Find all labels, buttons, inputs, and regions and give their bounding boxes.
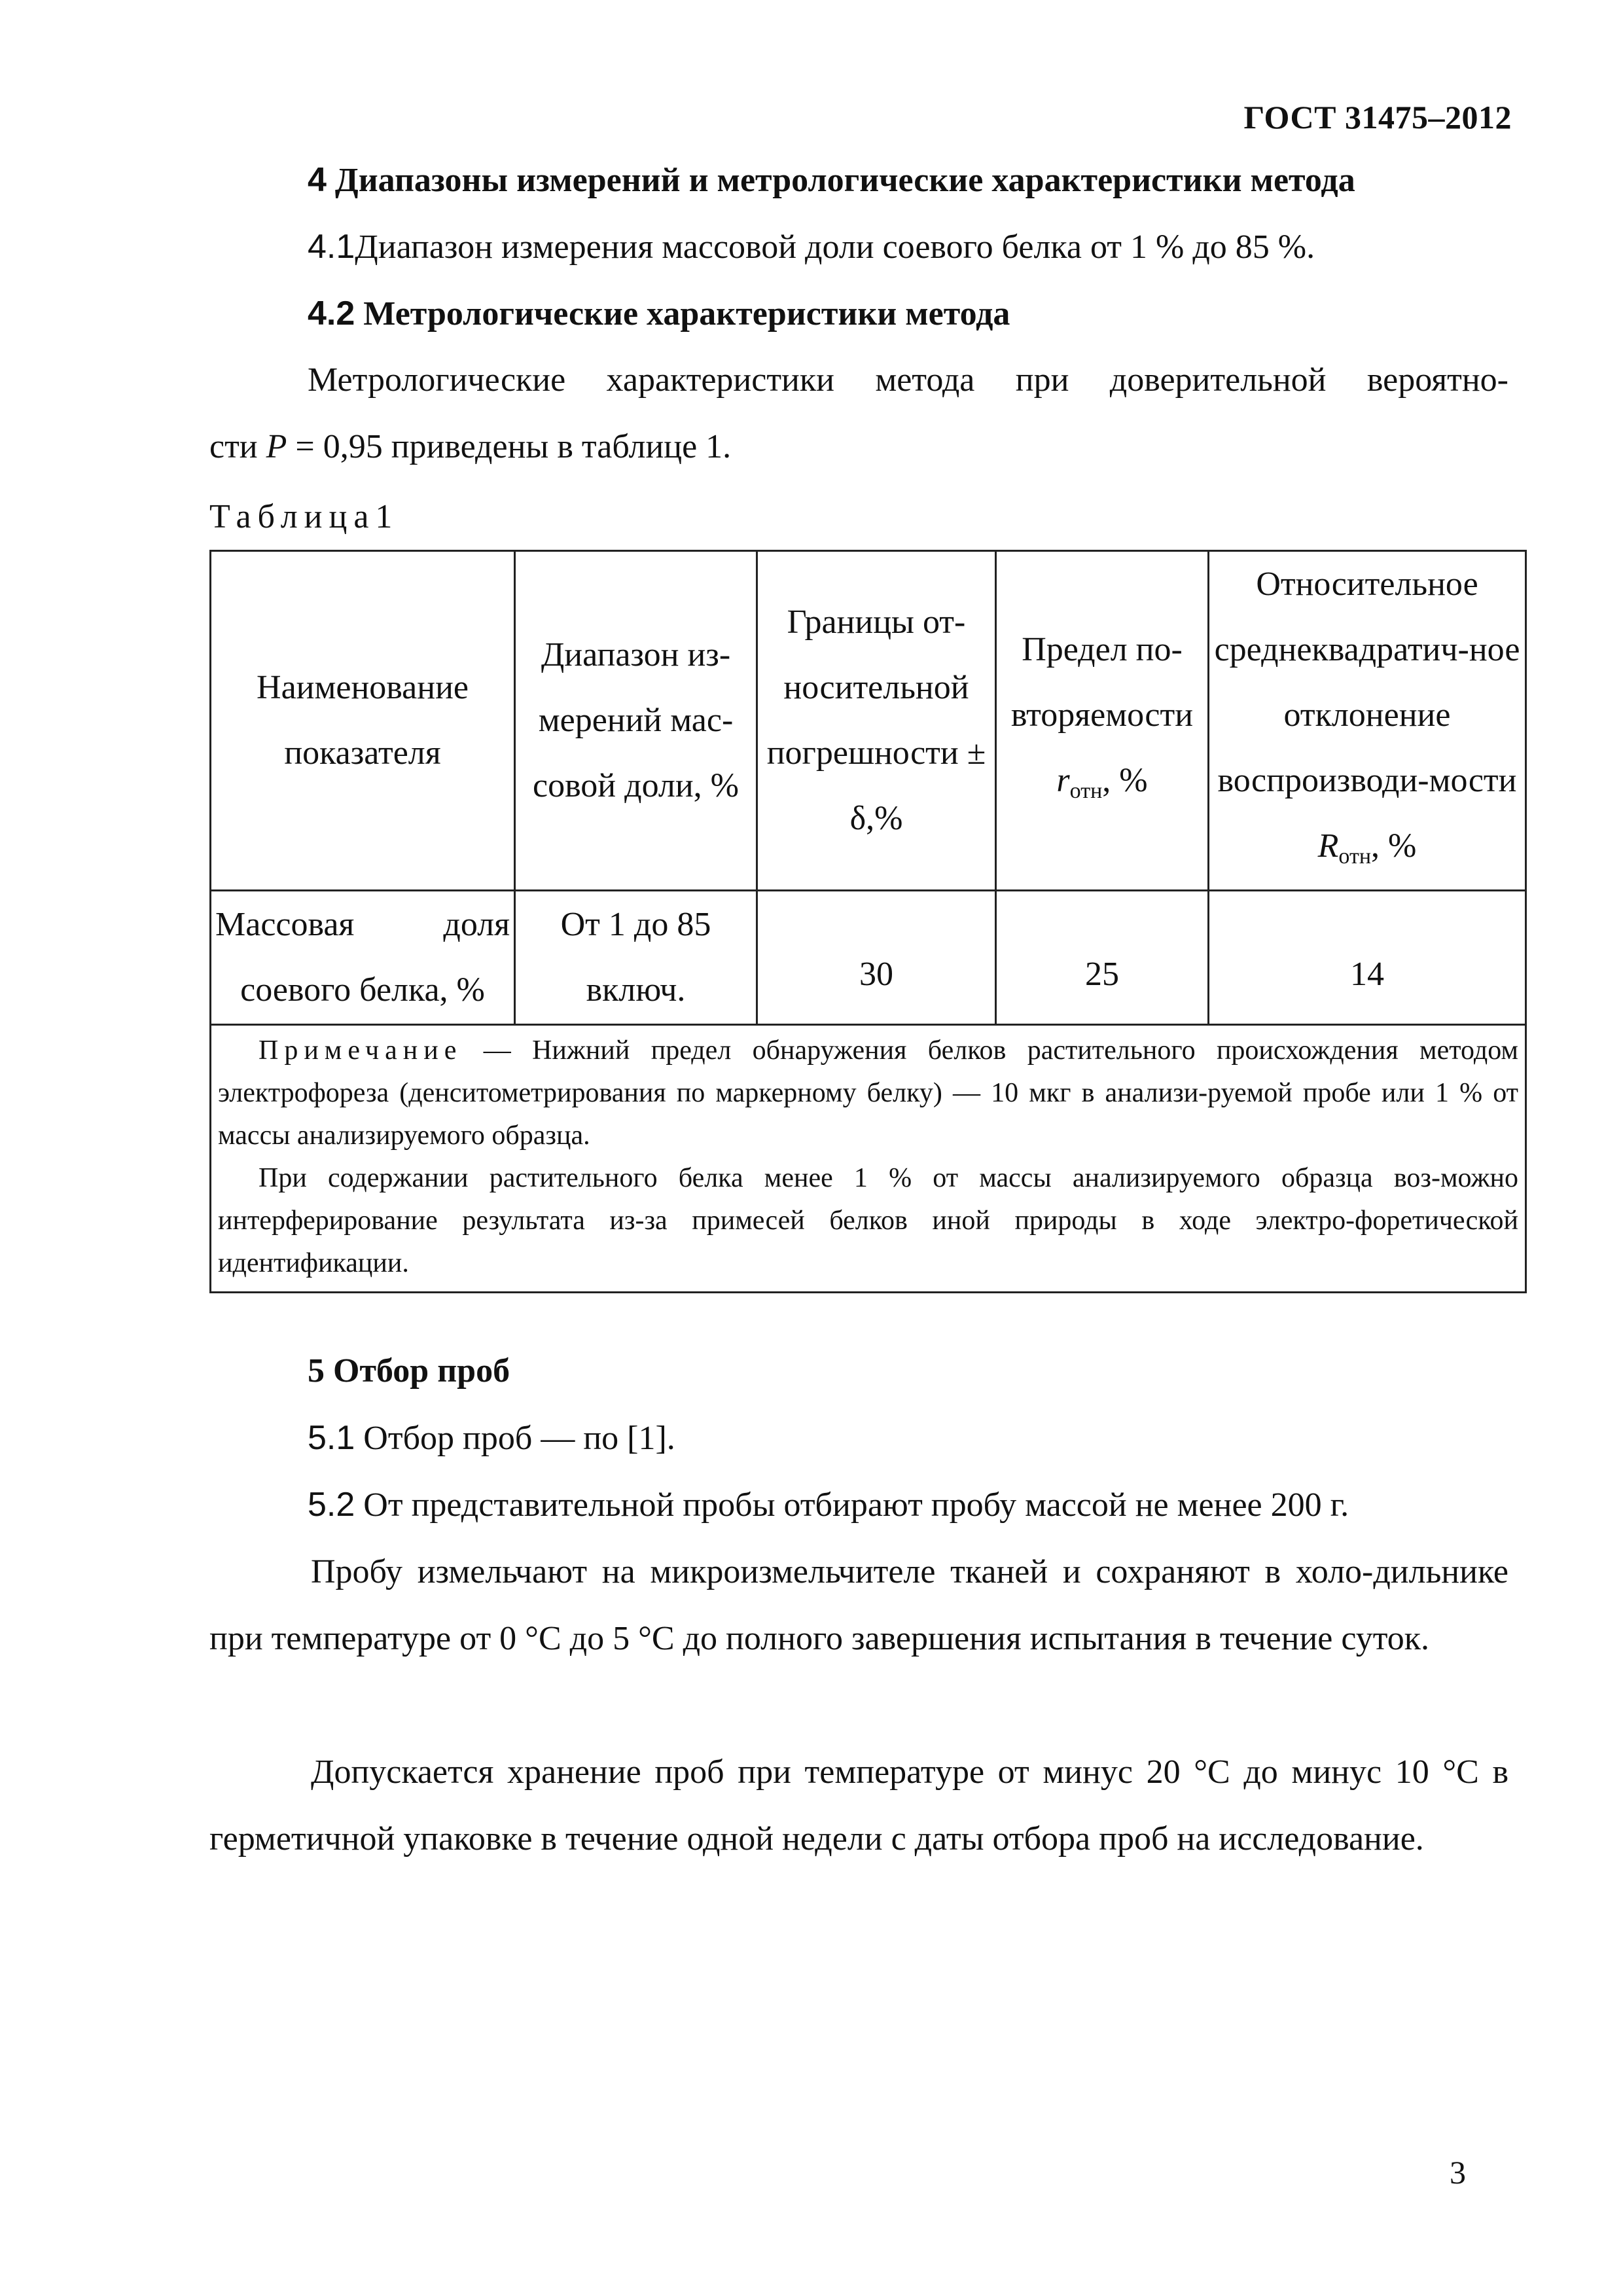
table-note-paragraph-1 (218, 1030, 1518, 1157)
metrology-table (209, 550, 1527, 1293)
header-repeatability-sub: отн (1069, 779, 1103, 803)
section-4-heading (308, 147, 1355, 213)
section-5-paragraph-1-text: Пробу измельчают на микроизмельчителе тканей и сохраняют в холо-дильнике при температуре от 0 °С до 5 °С до полного завершения испытания в течение суток. (209, 1553, 1508, 1657)
note-text-1: — Нижний предел обнаружения белков растительного происхождения методом электрофореза (денситометрирования по маркерному белку) — 10 мкг в анализи-руемой пробе или 1 % от массы анализируемого образца. (218, 1035, 1518, 1151)
clause-5-1-number: 5.1 (308, 1419, 355, 1457)
table-caption: Таблица1 (209, 498, 399, 535)
clause-4-2-body-line-1: Метрологические характеристики метода при доверительной вероятно- (308, 361, 1508, 399)
header-reproducibility (1209, 551, 1526, 891)
document-id: ГОСТ 31475–2012 (1243, 99, 1512, 135)
section-5-paragraph-1 (209, 1539, 1508, 1672)
clause-5-2-number: 5.2 (308, 1486, 355, 1524)
clause-5-1-text: Отбор проб — по [1]. (355, 1420, 675, 1457)
header-repeatability-unit: , % (1102, 762, 1148, 799)
clause-4-2-body-text-b: = 0,95 приведены в таблице 1. (287, 428, 732, 465)
clause-4-2-body-text-a: сти (209, 428, 266, 465)
row-name: Массовая доля соевого белка, % (211, 891, 515, 1025)
row-bounds: 30 (757, 891, 996, 1025)
header-range: Диапазон из-мерений мас-совой доли, % (515, 551, 757, 891)
header-bounds: Границы от-носительной погрешности ± δ,% (757, 551, 996, 891)
header-reproducibility-unit: , % (1371, 827, 1417, 865)
clause-4-2-body-line-2 (209, 414, 731, 480)
section-5-heading: 5 Отбор проб (308, 1352, 510, 1390)
section-5-paragraph-2-text: Допускается хранение проб при температуре от минус 20 °С до минус 10 °С в герметичной упаковке в течение одной недели с даты отбора проб на исследование. (209, 1753, 1508, 1857)
header-repeatability (996, 551, 1209, 891)
clause-5-2 (308, 1472, 1349, 1538)
row-range: От 1 до 85 включ. (515, 891, 757, 1025)
clause-4-1-number: 4.1 (308, 228, 355, 266)
section-4-title: Диапазоны измерений и метрологические характеристики метода (334, 162, 1355, 199)
table-note-paragraph-2: При содержании растительного белка менее 1 % от массы анализируемого образца воз-можно интерферирование результата из-за примесей белков иной природы в ходе электро-форетической идентификации. (218, 1163, 1518, 1278)
header-reproducibility-var: R (1317, 827, 1339, 865)
section-5-paragraph-2 (209, 1739, 1508, 1873)
header-reproducibility-sub: отн (1338, 844, 1372, 869)
row-reproducibility: 14 (1209, 891, 1526, 1025)
table-row (211, 891, 1526, 1025)
note-label: Примечание (259, 1035, 463, 1066)
section-4-number: 4 (308, 161, 327, 199)
header-repeatability-var: r (1056, 762, 1070, 799)
clause-4-2-heading (308, 281, 1010, 347)
header-repeatability-text: Предел по-вторяемости (1010, 631, 1194, 734)
table-header-row (211, 551, 1526, 891)
clause-5-1 (308, 1405, 675, 1471)
header-name: Наименование показателя (211, 551, 515, 891)
probability-variable: P (266, 428, 287, 465)
clause-4-2-title: Метрологические характеристики метода (363, 295, 1010, 332)
row-repeatability: 25 (996, 891, 1209, 1025)
table-note-row (211, 1025, 1526, 1293)
clause-5-2-text: От представительной пробы отбирают пробу массой не менее 200 г. (355, 1486, 1349, 1524)
clause-4-1 (308, 214, 1315, 280)
page-number: 3 (1450, 2154, 1466, 2191)
table-note (211, 1025, 1526, 1293)
header-reproducibility-text: Относительное среднеквадратич-ное отклонение воспроизводи-мости (1214, 565, 1520, 799)
clause-4-1-text: Диапазон измерения массовой доли соевого белка от 1 % до 85 %. (355, 228, 1315, 266)
clause-4-2-number: 4.2 (308, 295, 355, 332)
